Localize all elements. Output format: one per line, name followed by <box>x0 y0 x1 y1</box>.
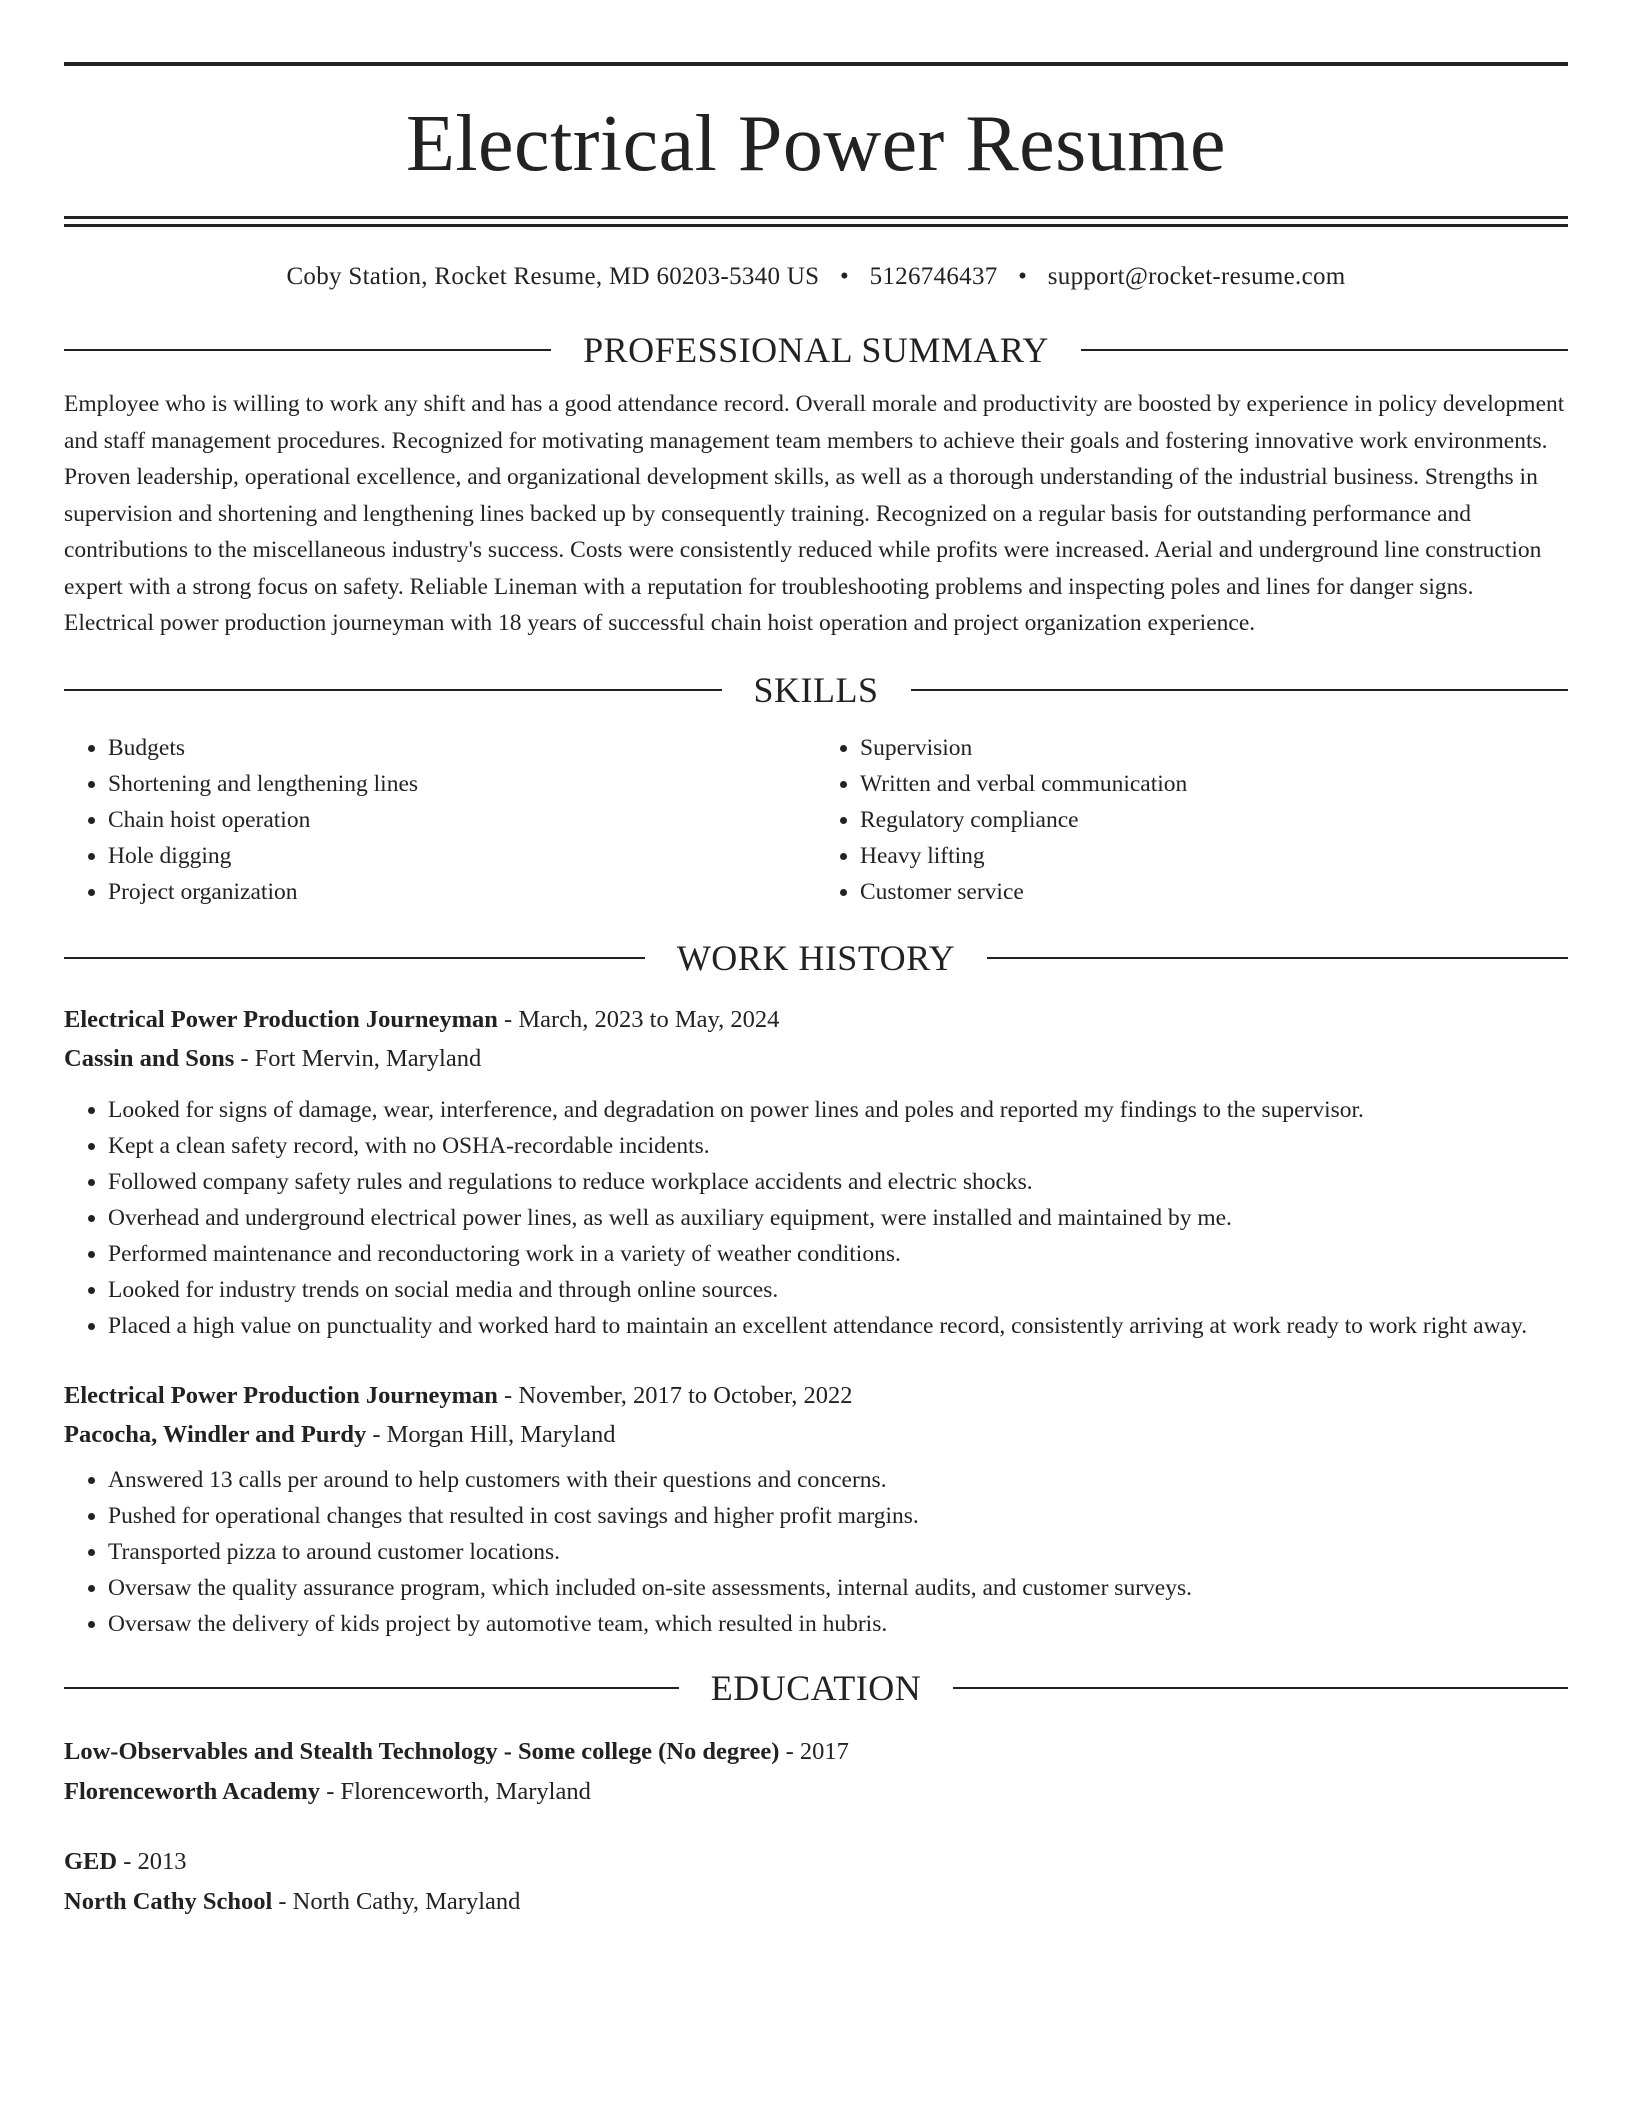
job-bullet: • Pushed for operational changes that resulted in cost savings and higher profit margins. <box>108 1498 1568 1534</box>
school-location: - Florenceworth, Maryland <box>320 1777 591 1805</box>
job-dates: - March, 2023 to May, 2024 <box>497 1005 780 1033</box>
contact-phone: 5126746437 <box>869 263 998 290</box>
education-heading <box>64 1666 1568 1710</box>
skill-item: • Supervision <box>860 730 1568 766</box>
contact-separator: • <box>839 263 849 290</box>
divider <box>1081 349 1568 351</box>
divider <box>911 689 1569 691</box>
job-bullet: • Oversaw the quality assurance program, which included on-site assessments, internal audits, and customer surveys. <box>108 1570 1568 1606</box>
job-title: Electrical Power Production Journeyman <box>64 1381 498 1409</box>
education-entry <box>64 1732 1568 1812</box>
section-title: PROFESSIONAL SUMMARY <box>583 330 1049 370</box>
section-title: EDUCATION <box>710 1667 922 1708</box>
skills-column-left <box>64 730 816 910</box>
degree-year: - 2013 <box>117 1847 187 1875</box>
divider <box>64 689 722 691</box>
job-location: - Morgan Hill, Maryland <box>366 1420 616 1448</box>
skill-item: • Regulatory compliance <box>860 802 1568 838</box>
job-bullet: • Looked for industry trends on social media and through online sources. <box>108 1272 1568 1308</box>
job-company: Cassin and Sons <box>64 1044 235 1072</box>
school: Florenceworth Academy <box>64 1777 321 1805</box>
school-location: - North Cathy, Maryland <box>272 1887 521 1915</box>
section-title: WORK HISTORY <box>676 937 956 978</box>
skill-item: • Heavy lifting <box>860 838 1568 874</box>
job-company-line <box>64 1039 1568 1078</box>
job-title-line <box>64 1376 1568 1415</box>
summary-text: Employee who is willing to work any shift and has a good attendance record. Overall morale and productivity are boosted by experience in policy development and staff management procedures. Recognized for motivating management team members to achieve their goals and fostering innovative work environments. Proven leadership, operational excellence, and organizational development skills, as well as a thorough understanding of the industrial business. Strengths in supervision and shortening and lengthening lines backed up by consequently training. Recognized on a regular basis for outstanding performance and contributions to the miscellaneous industry's success. Costs were consistently reduced while profits were increased. Aerial and underground line construction expert with a strong focus on safety. Reliable Lineman with a reputation for troubleshooting problems and inspecting poles and lines for danger signs. Electrical power production journeyman with 18 years of successful chain hoist operation and project organization experience. <box>64 391 1565 636</box>
degree-line <box>64 1842 1568 1882</box>
job-bullet: • Placed a high value on punctuality and worked hard to maintain an excellent attendance record, consistently arriving at work ready to work right away. <box>108 1308 1568 1344</box>
job-bullet: • Transported pizza to around customer locations. <box>108 1534 1568 1570</box>
job-bullets <box>64 1092 1568 1344</box>
degree: GED <box>64 1847 118 1875</box>
school-line <box>64 1882 1568 1922</box>
skill-item: • Written and verbal communication <box>860 766 1568 802</box>
page-title: Electrical Power Resume <box>405 100 1227 188</box>
job-title-line <box>64 1000 1568 1039</box>
title-double-rule <box>64 216 1568 227</box>
job-bullet: • Looked for signs of damage, wear, interference, and degradation on power lines and poles and reported my findings to the supervisor. <box>108 1092 1568 1128</box>
education-entry <box>64 1842 1568 1922</box>
contact-separator: • <box>1018 263 1028 290</box>
section-title: SKILLS <box>753 669 879 710</box>
job-bullet: • Overhead and underground electrical power lines, as well as auxiliary equipment, were installed and maintained by me. <box>108 1200 1568 1236</box>
job-bullet: • Followed company safety rules and regulations to reduce workplace accidents and electric shocks. <box>108 1164 1568 1200</box>
divider <box>64 957 645 959</box>
job-bullet: • Oversaw the delivery of kids project by automotive team, which resulted in hubris. <box>108 1606 1568 1642</box>
skill-item: • Customer service <box>860 874 1568 910</box>
divider <box>987 957 1568 959</box>
job-title: Electrical Power Production Journeyman <box>64 1005 498 1033</box>
skills-list <box>64 730 1568 910</box>
degree-year: - 2017 <box>779 1737 849 1765</box>
job-dates: - November, 2017 to October, 2022 <box>497 1381 853 1409</box>
divider <box>64 1687 679 1689</box>
contact-address: Coby Station, Rocket Resume, MD 60203-5340 US <box>286 263 820 290</box>
job-location: - Fort Mervin, Maryland <box>234 1044 482 1072</box>
top-rule <box>64 62 1568 66</box>
work-heading <box>64 936 1568 980</box>
school: North Cathy School <box>64 1887 273 1915</box>
skills-column-right <box>816 730 1568 910</box>
job-company-line <box>64 1415 1568 1454</box>
job-company: Pacocha, Windler and Purdy <box>64 1420 367 1448</box>
contact-email: support@rocket-resume.com <box>1047 263 1346 290</box>
skill-item: • Hole digging <box>108 838 816 874</box>
job-bullets <box>64 1462 1568 1642</box>
skill-item: • Project organization <box>108 874 816 910</box>
skill-item: • Budgets <box>108 730 816 766</box>
job-entry <box>64 1376 1568 1642</box>
job-bullet: • Answered 13 calls per around to help customers with their questions and concerns. <box>108 1462 1568 1498</box>
job-bullet: • Performed maintenance and reconductoring work in a variety of weather conditions. <box>108 1236 1568 1272</box>
school-line <box>64 1772 1568 1812</box>
job-entry <box>64 1000 1568 1344</box>
contact-line <box>64 260 1568 294</box>
summary-heading <box>64 328 1568 372</box>
skills-heading <box>64 668 1568 712</box>
degree: Low-Observables and Stealth Technology - Some college (No degree) <box>64 1737 780 1765</box>
skill-item: • Chain hoist operation <box>108 802 816 838</box>
skill-item: • Shortening and lengthening lines <box>108 766 816 802</box>
divider <box>953 1687 1568 1689</box>
job-bullet: • Kept a clean safety record, with no OSHA-recordable incidents. <box>108 1128 1568 1164</box>
degree-line <box>64 1732 1568 1772</box>
divider <box>64 349 551 351</box>
